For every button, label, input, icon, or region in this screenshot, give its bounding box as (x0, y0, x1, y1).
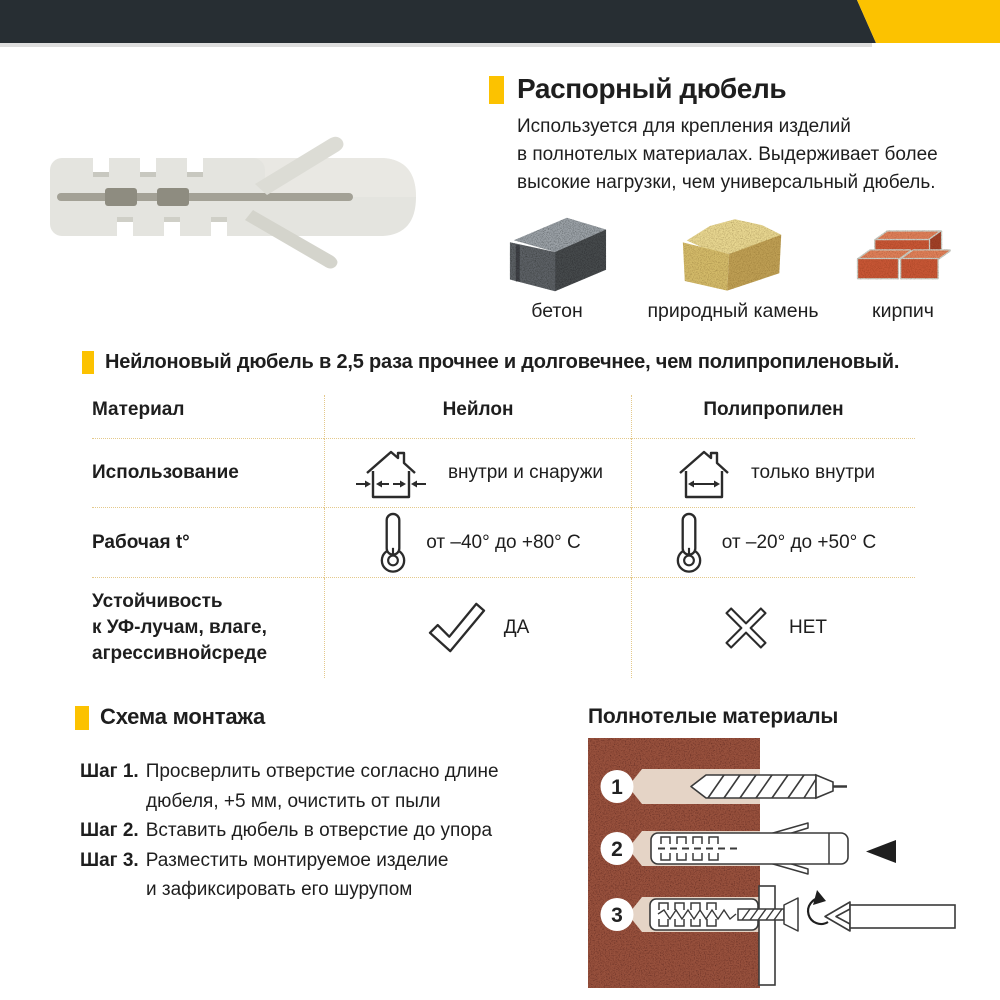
montage-title: Схема монтажа (100, 704, 266, 729)
thermometer-icon (671, 511, 707, 575)
material-figure-stone (628, 212, 838, 322)
dowel-product-image (45, 124, 425, 272)
resistance-label-line: к УФ-лучам, влаге, (92, 617, 267, 638)
step-line-continuation: и зафиксировать его шурупом (146, 879, 413, 900)
resistance-nylon-text: ДА (503, 617, 530, 638)
usage-polypropylene-text: только внутри (751, 462, 875, 483)
thermometer-icon (375, 511, 411, 575)
temperature-polypropylene-text: от –20° до +50° С (721, 531, 877, 553)
comparison-headline-row (82, 350, 962, 374)
arrow-left-icon (866, 840, 896, 863)
page-title: Распорный дюбель (517, 73, 787, 104)
comparison-table (92, 395, 915, 678)
usage-polypropylene-cell (631, 439, 915, 508)
hero-description-line: в полнотелых материалах. Выдерживает более (517, 144, 938, 165)
rotation-arrow-icon (808, 890, 828, 924)
top-bar (0, 0, 1000, 43)
hero-description-line: высокие нагрузки, чем универсальный дюбель. (517, 172, 936, 193)
diagram-section-header (588, 704, 838, 730)
montage-diagram (588, 738, 960, 988)
house-arrows-inside-icon (672, 444, 736, 502)
mounted-plate (759, 886, 775, 985)
step-text: Просверлить отверстие согласно длине (145, 761, 499, 782)
material-caption: природный камень (647, 300, 819, 322)
resistance-nylon-cell (324, 578, 631, 678)
step-text: Вставить дюбель в отверстие до упора (145, 820, 493, 841)
column-header-nylon: Нейлон (324, 395, 631, 439)
hero-description (517, 113, 977, 197)
cross-icon (720, 602, 772, 654)
step-number: 1 (611, 776, 623, 799)
natural-stone-icon (679, 212, 787, 296)
comparison-headline: Нейлоновый дюбель в 2,5 раза прочнее и долговечнее, чем полипропиленовый. (105, 351, 900, 373)
column-header-polypropylene: Полипропилен (631, 395, 915, 439)
resistance-polypropylene-cell (631, 578, 915, 678)
concrete-block-icon (506, 212, 608, 296)
step-label: Шаг 2. (80, 820, 139, 841)
diagram-title: Полнотелые материалы (588, 705, 839, 728)
screwdriver-icon (825, 902, 955, 931)
step-label: Шаг 3. (80, 849, 139, 871)
top-bar-shadow (0, 43, 872, 47)
resistance-polypropylene-text: НЕТ (789, 617, 827, 638)
step-line (80, 816, 550, 846)
resistance-label-line: Устойчивость (92, 591, 223, 612)
top-bar-dark-strip (0, 0, 876, 43)
step-number: 3 (611, 904, 623, 927)
temperature-polypropylene-cell (631, 508, 915, 578)
step-text: Разместить монтируемое изделие (145, 849, 449, 871)
step-number-badge (601, 832, 634, 865)
top-bar-yellow-corner (857, 0, 1000, 43)
montage-accent-bar (75, 706, 89, 730)
row-label-temperature: Рабочая t° (92, 508, 324, 578)
material-figure-brick (844, 212, 962, 322)
row-label-resistance (92, 578, 324, 678)
usage-nylon-text: внутри и снаружи (447, 462, 604, 483)
step-number: 2 (611, 838, 623, 861)
step-line-continuation: дюбеля, +5 мм, очистить от пыли (146, 790, 441, 812)
column-header-material: Материал (92, 395, 324, 439)
step-number-badge (601, 770, 634, 803)
montage-section-header (75, 704, 265, 730)
brick-stack-icon (853, 212, 953, 296)
house-arrows-inside-outside-icon (353, 444, 433, 502)
title-accent-bar (489, 76, 504, 104)
row-label-usage: Использование (92, 439, 324, 508)
material-caption: бетон (531, 300, 583, 322)
headline-accent-bar (82, 351, 94, 374)
temperature-nylon-text: от –40° до +80° С (426, 531, 581, 553)
step-line (80, 757, 550, 787)
drill-bit-icon (691, 775, 847, 798)
checkmark-icon (427, 601, 487, 655)
temperature-nylon-cell (324, 508, 631, 578)
step-number-badge (601, 898, 634, 931)
step-line (80, 846, 550, 876)
material-caption: кирпич (872, 300, 934, 322)
material-figure-concrete (498, 212, 616, 322)
hero-description-line: Используется для крепления изделий (517, 116, 851, 137)
hero-section (489, 74, 969, 105)
resistance-label-line: агрессивнойсреде (92, 643, 268, 664)
montage-steps (80, 757, 550, 905)
usage-nylon-cell (324, 439, 631, 508)
step-label: Шаг 1. (80, 761, 139, 782)
